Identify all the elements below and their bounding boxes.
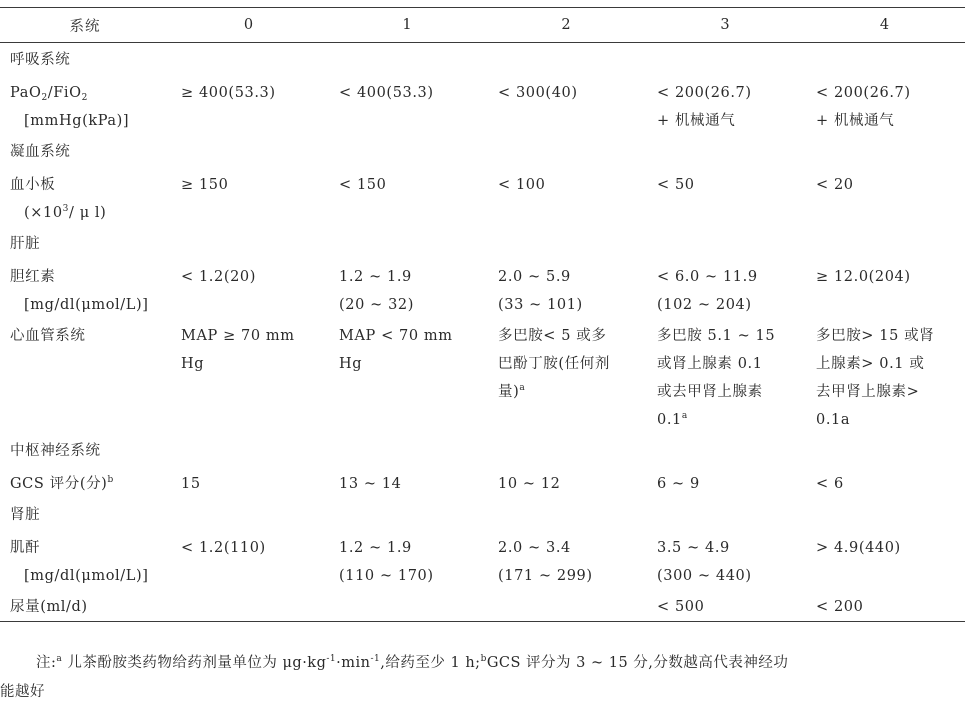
cell-score-3: < 6.0 ~ 11.9 (102 ~ 204)	[657, 269, 758, 313]
header-score-4: 4	[805, 8, 965, 43]
header-score-0: 0	[170, 8, 328, 43]
footnote-line-1: 注:$^a$ 儿茶酚胺类药物给药剂量单位为 $\mu g\cdot kg^{-1}\cdot\min^{-1}$,给药至少 1 h;$^b$GCS 评分为 3 ~ 15 分,分数越高代表神经功	[36, 654, 789, 671]
cell-score-4: 多巴胺> 15 或肾 上腺素> 0.1 或 去甲肾上腺素> 0.1a	[816, 328, 935, 428]
row-label: 尿量(ml/d)	[10, 599, 88, 615]
row-label: PaO$_2$/FiO$_2$ [mmHg(kPa)]	[0, 76, 170, 135]
section-row-liver	[0, 227, 965, 260]
row-label: 胆红素 [mg/dl(μmol/L)]	[0, 260, 170, 319]
section-row-respiratory	[0, 43, 965, 77]
cell-score-3: 6 ~ 9	[657, 476, 700, 492]
table-row-bilirubin	[0, 260, 965, 319]
row-unit: [mg/dl(μmol/L)]	[24, 568, 149, 584]
row-unit: [mmHg(kPa)]	[24, 113, 130, 129]
section-label: 肝脏	[10, 236, 41, 252]
section-label: 肾脏	[10, 507, 41, 523]
table-body	[0, 43, 965, 622]
cell-score-3: 多巴胺 5.1 ~ 15 或肾上腺素 0.1 或去甲肾上腺素 0.1$^a$	[657, 328, 776, 428]
cell-score-2	[487, 590, 646, 622]
cell-score-1: 13 ~ 14	[339, 476, 402, 492]
sofa-score-table	[0, 7, 965, 622]
table-row-pao2-fio2	[0, 76, 965, 135]
header-score-3: 3	[646, 8, 805, 43]
row-unit: [mg/dl(μmol/L)]	[24, 297, 149, 313]
header-system: 系统	[0, 8, 170, 43]
cell-score-3: 3.5 ~ 4.9 (300 ~ 440)	[657, 540, 752, 584]
cell-score-1: < 400(53.3)	[339, 85, 434, 101]
cell-score-4: < 20	[816, 177, 854, 193]
section-label: 中枢神经系统	[10, 443, 101, 459]
cell-score-2: < 100	[498, 177, 546, 193]
cell-score-0: < 1.2(110)	[181, 540, 266, 556]
section-label: 心血管系统	[10, 328, 86, 344]
cell-score-1: 1.2 ~ 1.9 (20 ~ 32)	[339, 269, 414, 313]
cell-score-1	[328, 590, 487, 622]
cell-score-2: 2.0 ~ 5.9 (33 ~ 101)	[498, 269, 583, 313]
cell-score-2: 多巴胺< 5 或多 巴酚丁胺(任何剂 量)$^a$	[498, 328, 610, 400]
cell-score-0: 15	[181, 476, 201, 492]
table-header	[0, 8, 965, 43]
cell-score-2: 2.0 ~ 3.4 (171 ~ 299)	[498, 540, 593, 584]
footnote-line-2: 能越好	[0, 684, 45, 700]
cell-score-3: < 500	[657, 599, 705, 615]
table-row-cardiovascular	[0, 319, 965, 434]
table-row-urine-output	[0, 590, 965, 622]
section-row-cns	[0, 434, 965, 467]
table-row-gcs	[0, 467, 965, 498]
cell-score-3: < 50	[657, 177, 695, 193]
section-row-renal	[0, 498, 965, 531]
cell-score-2: 10 ~ 12	[498, 476, 561, 492]
cell-score-1: 1.2 ~ 1.9 (110 ~ 170)	[339, 540, 434, 584]
cell-score-1: MAP < 70 mm Hg	[339, 328, 453, 372]
table-footnote	[0, 649, 960, 707]
cell-score-0	[170, 590, 328, 622]
table-row-platelet	[0, 168, 965, 227]
table-row-creatinine	[0, 531, 965, 590]
cell-score-4: < 200	[816, 599, 864, 615]
cell-score-2: < 300(40)	[498, 85, 578, 101]
row-label: GCS 评分(分)$^b$	[10, 475, 114, 492]
section-row-coagulation	[0, 135, 965, 168]
row-unit: ($\times 10^3/$ μ l)	[24, 204, 107, 221]
section-label: 凝血系统	[10, 144, 71, 160]
cell-score-3: < 200(26.7) + 机械通气	[657, 85, 752, 129]
cell-score-4: < 6	[816, 476, 844, 492]
cell-score-4: ≥ 12.0(204)	[816, 269, 911, 285]
cell-score-0: ≥ 150	[181, 177, 229, 193]
header-row	[0, 8, 965, 43]
row-label: 肌酐 [mg/dl(μmol/L)]	[0, 531, 170, 590]
row-label: 血小板 ($\times 10^3/$ μ l)	[0, 168, 170, 227]
section-label: 呼吸系统	[10, 52, 71, 68]
header-score-2: 2	[487, 8, 646, 43]
cell-score-1: < 150	[339, 177, 387, 193]
cell-score-4: > 4.9(440)	[816, 540, 901, 556]
cell-score-4: < 200(26.7) + 机械通气	[816, 85, 911, 129]
cell-score-0: MAP ≥ 70 mm Hg	[181, 328, 295, 372]
cell-score-0: ≥ 400(53.3)	[181, 85, 276, 101]
cell-score-0: < 1.2(20)	[181, 269, 256, 285]
header-score-1: 1	[328, 8, 487, 43]
